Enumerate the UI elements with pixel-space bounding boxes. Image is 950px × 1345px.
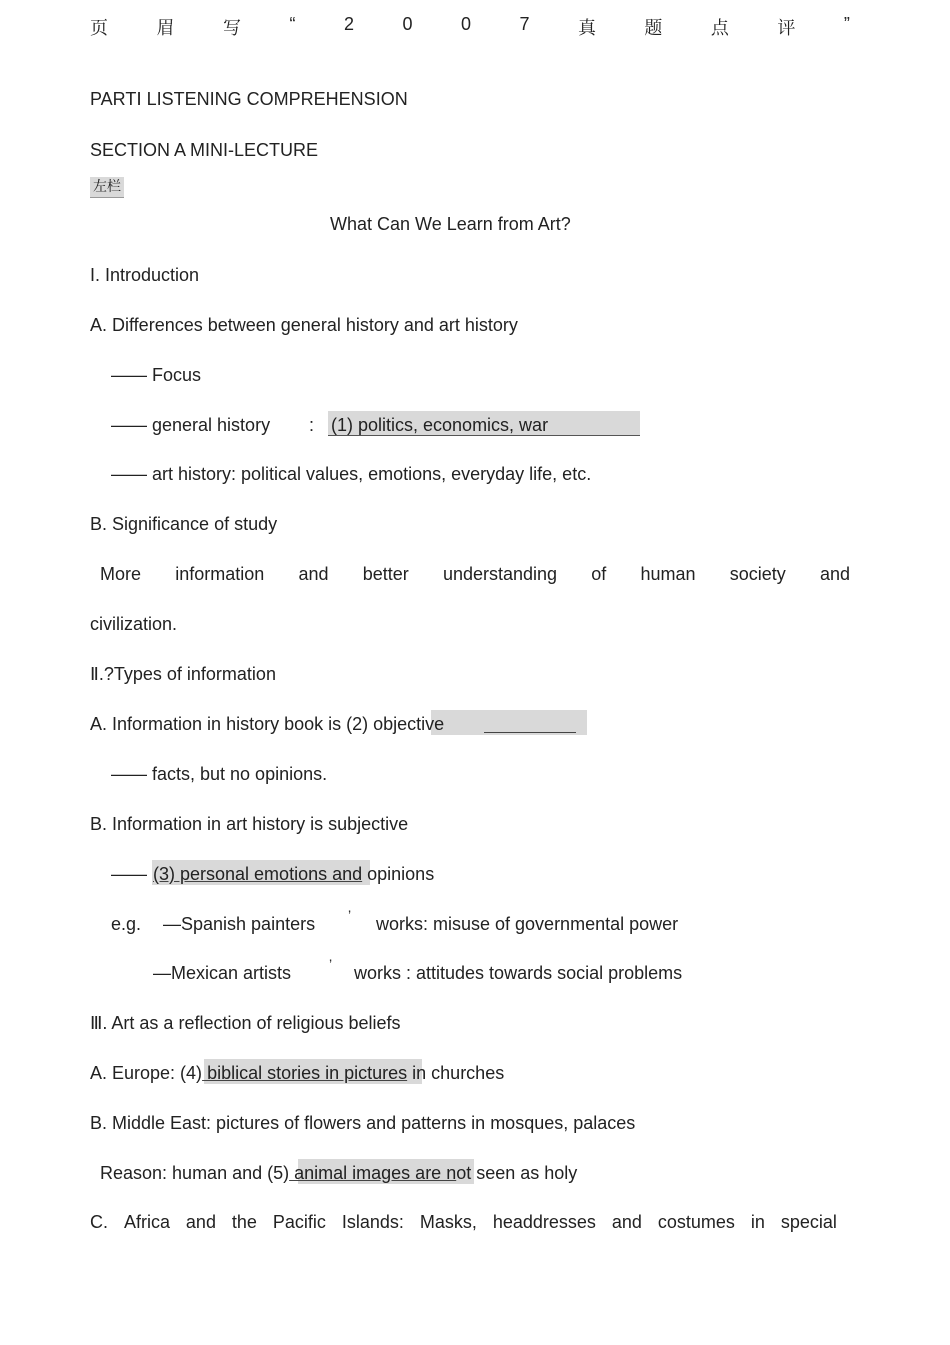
colon: : bbox=[309, 415, 315, 435]
apostrophe: ’ bbox=[329, 956, 333, 972]
header-char: 页 bbox=[90, 18, 108, 38]
header-char: 2 bbox=[343, 14, 354, 34]
blank-4-answer: biblical stories in pictures bbox=[202, 1063, 408, 1083]
reason-suffix: ot seen as holy bbox=[456, 1163, 578, 1183]
word: More bbox=[100, 564, 142, 584]
point-middle-east: B. Middle East: pictures of flowers and patterns in mosques, palaces bbox=[90, 1113, 636, 1133]
word: in bbox=[750, 1212, 765, 1232]
blank-3-text: (3) personal emotions and bbox=[153, 864, 363, 884]
header-char: 真 bbox=[577, 18, 596, 38]
header-char: 点 bbox=[710, 18, 729, 38]
point-art-info: B. Information in art history is subjective bbox=[90, 814, 409, 834]
header-char: 眉 bbox=[156, 18, 175, 38]
heading-religion: Ⅲ. Art as a reflection of religious beliefs bbox=[90, 1013, 401, 1033]
blank-3-answer bbox=[153, 863, 434, 885]
significance-continued: civilization. bbox=[90, 614, 178, 634]
word: C. bbox=[90, 1212, 108, 1232]
dash: —— bbox=[111, 864, 147, 884]
word: of bbox=[591, 564, 607, 584]
europe-suffix: in churches bbox=[407, 1063, 505, 1083]
significance-text bbox=[90, 563, 850, 585]
header-char: 评 bbox=[777, 18, 796, 38]
point-significance: B. Significance of study bbox=[90, 514, 278, 534]
reason-prefix: Reason: human and (5) bbox=[100, 1163, 290, 1183]
sub-facts: —— facts, but no opinions. bbox=[111, 764, 328, 784]
word: Islands: bbox=[341, 1212, 404, 1232]
point-europe bbox=[90, 1062, 504, 1084]
sub-art-history: —— art history: political values, emotions, everyday life, etc. bbox=[111, 464, 592, 484]
header-char: 题 bbox=[644, 18, 663, 38]
word: Africa bbox=[123, 1212, 170, 1232]
part-title: PARTⅠ LISTENING COMPREHENSION bbox=[90, 89, 408, 109]
word: understanding bbox=[442, 564, 558, 584]
blank-1-answer: (1) politics, economics, war bbox=[331, 415, 549, 435]
header-char: 0 bbox=[460, 14, 471, 34]
blank-5-answer: animal images are n bbox=[289, 1163, 457, 1183]
example-spanish-rest: works: misuse of governmental power bbox=[376, 914, 679, 934]
header-char: 写 bbox=[222, 18, 241, 38]
point-differences: A. Differences between general history and art history bbox=[90, 315, 518, 335]
point-reason bbox=[100, 1162, 577, 1184]
sub-general-history: —— general history bbox=[111, 415, 271, 435]
word: better bbox=[362, 564, 409, 584]
europe-prefix: A. Europe: (4) bbox=[90, 1063, 203, 1083]
word: special bbox=[780, 1212, 837, 1232]
blank-2-underline bbox=[484, 732, 576, 733]
page-header bbox=[90, 14, 850, 40]
eg-label: e.g. bbox=[111, 914, 142, 934]
word: and bbox=[298, 564, 329, 584]
word: human bbox=[640, 564, 696, 584]
word: costumes bbox=[657, 1212, 735, 1232]
opinions-text: opinions bbox=[367, 864, 435, 884]
example-mexican: —Mexican artists bbox=[153, 963, 292, 983]
word: and bbox=[611, 1212, 642, 1232]
word: the bbox=[231, 1212, 257, 1232]
header-char: 7 bbox=[519, 14, 530, 34]
example-mexican-rest: works : attitudes towards social problems bbox=[354, 963, 683, 983]
header-char: 0 bbox=[402, 14, 413, 34]
word: Masks, bbox=[419, 1212, 477, 1232]
word: Pacific bbox=[272, 1212, 326, 1232]
column-tag: 左栏 bbox=[90, 177, 124, 198]
lecture-title: What Can We Learn from Art? bbox=[330, 214, 571, 234]
point-africa bbox=[90, 1211, 837, 1233]
header-char: ” bbox=[843, 14, 850, 34]
section-title: SECTION A MINI-LECTURE bbox=[90, 140, 319, 160]
word: society bbox=[729, 564, 786, 584]
heading-introduction: I. Introduction bbox=[90, 265, 200, 285]
example-spanish: —Spanish painters bbox=[163, 914, 316, 934]
point-history-info: A. Information in history book is (2) objective bbox=[90, 714, 445, 734]
word: and bbox=[819, 564, 850, 584]
sub-focus: —— Focus bbox=[111, 365, 202, 385]
header-char: “ bbox=[289, 14, 296, 34]
word: and bbox=[185, 1212, 216, 1232]
word: headdresses bbox=[492, 1212, 596, 1232]
word: information bbox=[175, 564, 265, 584]
apostrophe: ’ bbox=[348, 907, 352, 923]
heading-types: Ⅱ.?Types of information bbox=[90, 664, 276, 684]
